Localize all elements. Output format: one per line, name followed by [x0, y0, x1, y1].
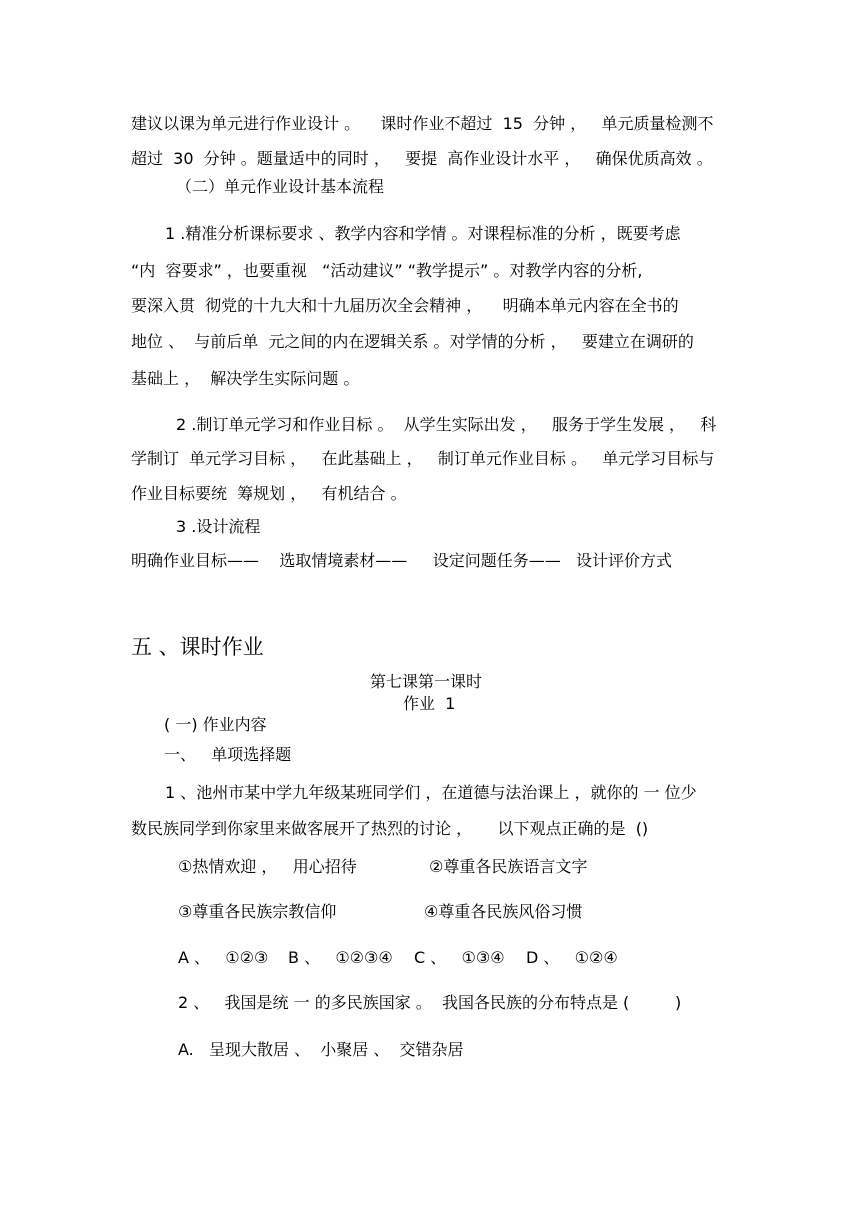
step-3-title: 3 .设计流程 — [176, 517, 261, 536]
statement-4: ④尊重各民族风俗习惯 — [424, 902, 583, 921]
question-2-stem: 2 、 我国是统 一 的多民族国家 。 我国各民族的分布特点是 ( ) — [178, 993, 682, 1012]
choice-c: C 、 ①③④ — [414, 948, 505, 967]
step-2-line: 作业目标要统 筹规划 ， 有机结合 。 — [131, 484, 407, 503]
paragraph-line: 超过 30 分钟 。题量适中的同时 ， 要提 高作业设计水平 ， 确保优质高效 。 — [131, 149, 713, 168]
paragraph-line: 建议以课为单元进行作业设计 。 课时作业不超过 15 分钟 ， 单元质量检测不 — [131, 114, 714, 133]
statement-3: ③尊重各民族宗教信仰 — [178, 902, 337, 921]
step-1-line: 1 .精准分析课标要求 、教学内容和学情 。对课程标准的分析 ，既要考虑 — [165, 224, 681, 243]
statement-2: ②尊重各民族语言文字 — [429, 857, 588, 876]
choice-b: B 、 ①②③④ — [288, 948, 393, 967]
choice-a: A 、 ①②③ — [178, 948, 269, 967]
content-label: ( 一) 作业内容 — [164, 715, 267, 734]
step-1-line: 地位 、 与前后单 元之间的内在逻辑关系 。对学情的分析 ， 要建立在调研的 — [131, 332, 694, 351]
homework-title: 作业 1 — [403, 694, 456, 713]
step-1-line: “内 容要求” ，也要重视 “活动建议” “教学提示” 。对教学内容的分析, — [131, 261, 643, 280]
step-2-line: 2 .制订单元学习和作业目标 。 从学生实际出发 ， 服务于学生发展 ， 科 — [176, 415, 717, 434]
choice-d: D 、 ①②④ — [526, 948, 618, 967]
statement-1: ①热情欢迎 ， 用心招待 — [178, 857, 357, 876]
subsection-title: （二）单元作业设计基本流程 — [176, 177, 385, 196]
lesson-title: 第七课第一课时 — [370, 672, 483, 691]
question-1-stem: 数民族同学到你家里来做客展开了热烈的讨论 ， 以下观点正确的是 () — [131, 819, 649, 838]
section-heading: 五 、课时作业 — [131, 635, 264, 659]
step-1-line: 基础上 ， 解决学生实际问题 。 — [131, 369, 360, 388]
step-2-line: 学制订 单元学习目标 ， 在此基础上 ， 制订单元作业目标 。 单元学习目标与 — [131, 449, 715, 468]
question-2-choice-a: A. 呈现大散居 、 小聚居 、 交错杂居 — [178, 1040, 464, 1059]
step-1-line: 要深入贯 彻党的十九大和十九届历次全会精神 ， 明确本单元内容在全书的 — [131, 296, 679, 315]
question-type: 一、 单项选择题 — [164, 745, 292, 764]
question-1-stem: 1 、池州市某中学九年级某班同学们 ，在道德与法治课上 ，就你的 一 位少 — [165, 783, 697, 802]
design-flow: 明确作业目标—— 选取情境素材—— 设定问题任务—— 设计评价方式 — [131, 551, 673, 570]
